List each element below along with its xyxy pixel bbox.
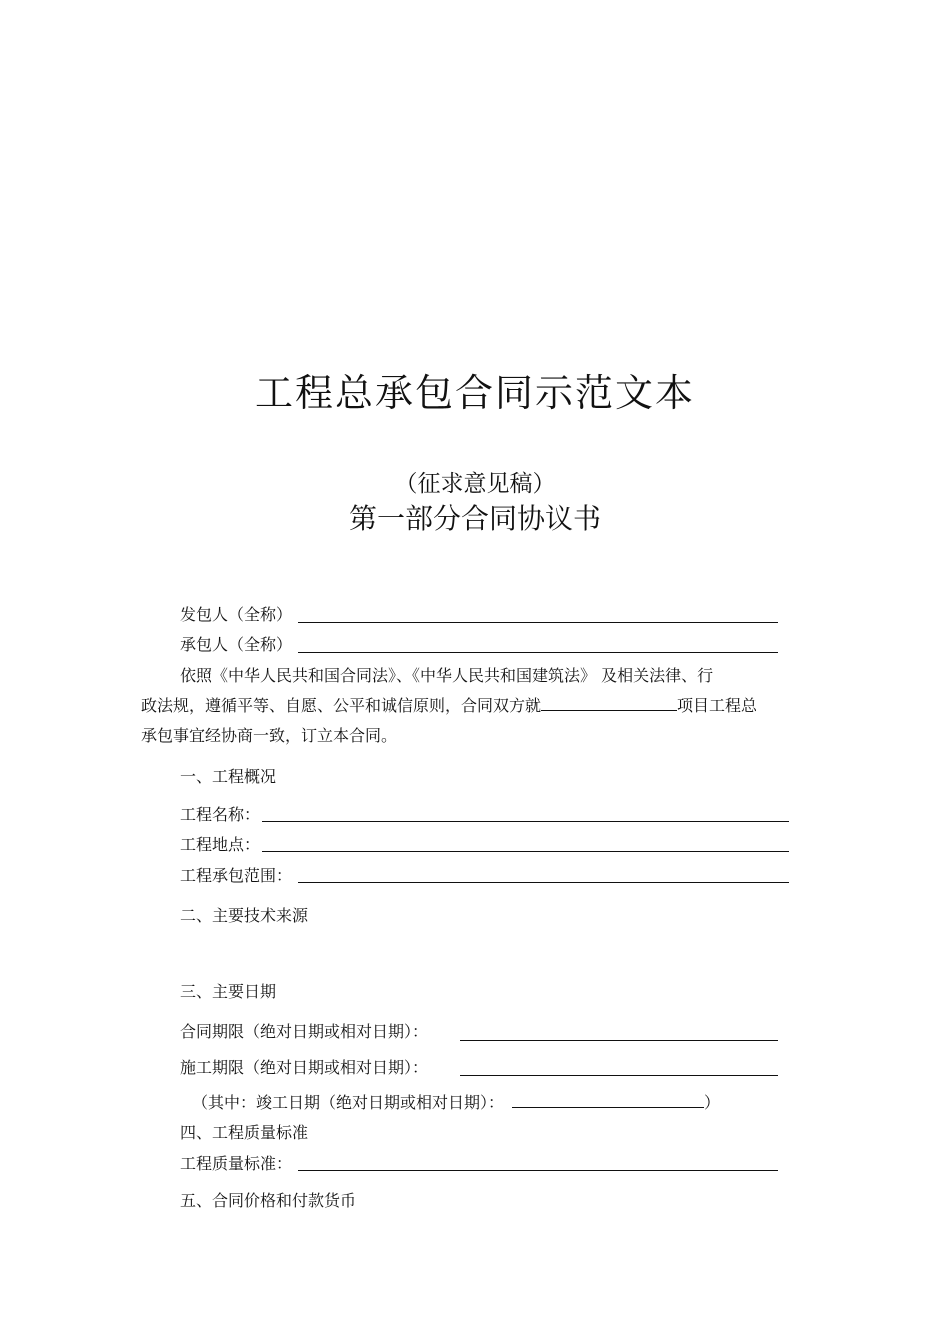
- project-name-label: 工程名称：: [180, 805, 261, 824]
- contract-scope-label: 工程承包范围：: [180, 866, 293, 885]
- preamble-line-2-b: 项目工程总: [677, 696, 758, 715]
- project-name-blank: [541, 696, 677, 711]
- preamble-line-3: 承包事宜经协商一致，订立本合同。: [141, 726, 398, 745]
- completion-date-label: （其中：竣工日期（绝对日期或相对日期）：: [192, 1093, 505, 1112]
- completion-date-close: ）: [704, 1093, 721, 1112]
- section-3-heading: 三、主要日期: [180, 982, 277, 1001]
- contractor-label: 承包人（全称）: [180, 635, 293, 654]
- construction-period-label: 施工期限（绝对日期或相对日期）：: [180, 1058, 429, 1077]
- document-title: 工程总承包合同示范文本: [254, 371, 695, 415]
- construction-period-blank: [460, 1075, 778, 1076]
- preamble-line-1: 依照《中华人民共和国合同法》、《中华人民共和国建筑法》 及相关法律、行: [180, 666, 714, 685]
- part-title: 第一部分合同协议书: [348, 502, 601, 535]
- project-location-label: 工程地点：: [180, 835, 261, 854]
- completion-date-line: [192, 1092, 720, 1114]
- project-location-blank: [262, 851, 789, 852]
- preamble-line-2-a: 政法规，遵循平等、自愿、公平和诚信原则，合同双方就: [141, 696, 542, 715]
- section-1-heading: 一、工程概况: [180, 767, 277, 786]
- section-4-heading: 四、工程质量标准: [180, 1123, 309, 1142]
- employer-label: 发包人（全称）: [180, 605, 293, 624]
- completion-date-blank: [512, 1093, 704, 1108]
- quality-standard-blank: [298, 1170, 778, 1171]
- contract-period-label: 合同期限（绝对日期或相对日期）：: [180, 1022, 429, 1041]
- employer-blank: [298, 622, 778, 623]
- contractor-blank: [298, 652, 778, 653]
- preamble-line-2: [141, 695, 757, 717]
- section-5-heading: 五、合同价格和付款货币: [180, 1191, 357, 1210]
- contract-period-blank: [460, 1040, 778, 1041]
- document-subtitle: （征求意见稿）: [394, 471, 556, 497]
- contract-scope-blank: [298, 882, 789, 883]
- quality-standard-label: 工程质量标准：: [180, 1154, 293, 1173]
- project-name-field-blank: [262, 821, 789, 822]
- section-2-heading: 二、主要技术来源: [180, 906, 309, 925]
